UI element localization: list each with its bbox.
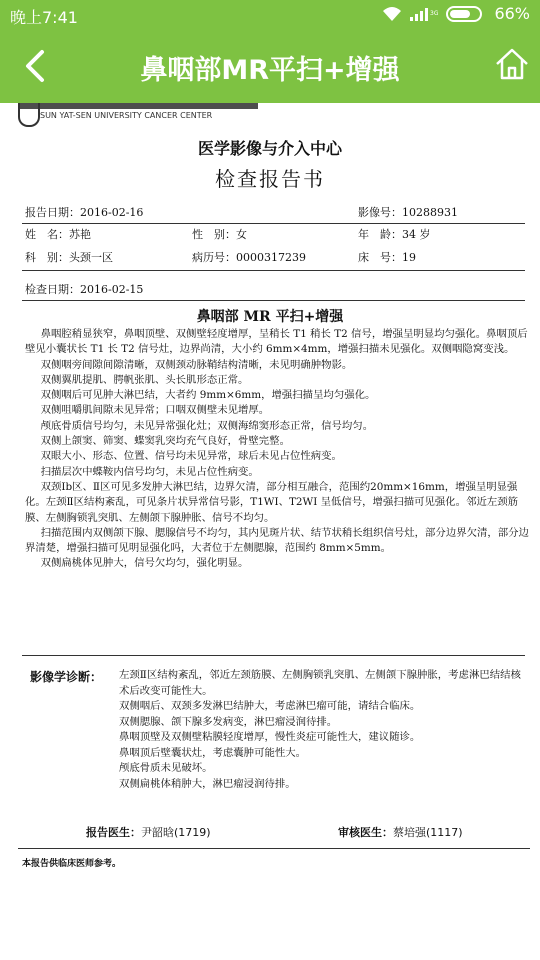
bed-number: 床 号：19 xyxy=(358,251,416,264)
status-icons xyxy=(382,4,530,23)
report-title: 检查报告书 xyxy=(215,167,325,191)
footer-note: 本报告供临床医师参考。 xyxy=(22,859,122,869)
divider xyxy=(22,223,525,224)
battery-level: 66% xyxy=(494,4,530,23)
finding-paragraph: 双颈Ⅰb区、Ⅱ区可见多发肿大淋巴结，边界欠清，部分相互融合，范围约20mm×16mm，增强呈明显强化。左颈Ⅱ区结构紊乱，可见条片状异常信号影，T1WI、T2WI 呈低信号，增强扫描可见强化。邻近左颈筋膜、左侧胸锁乳突肌、左侧颌下腺肿胀、信号不均匀。 xyxy=(25,480,519,524)
finding-paragraph: 颅底骨质信号均匀，未见异常强化灶；双侧海绵窦形态正常，信号均匀。 xyxy=(40,419,374,432)
diagnosis-label: 影像学诊断： xyxy=(30,670,103,684)
divider xyxy=(22,270,525,271)
divider xyxy=(18,848,530,849)
report-doctor-name: 尹韶晗(1719) xyxy=(141,826,211,839)
hospital-logo xyxy=(18,103,258,127)
diagnosis-section xyxy=(119,668,529,792)
diagnosis-item: 双侧咽后、双颈多发淋巴结肿大，考虑淋巴瘤可能，请结合临床。 xyxy=(119,700,421,712)
image-number: 影像号：10288931 xyxy=(358,206,458,219)
finding-paragraph: 双侧扁桃体见肿大，信号欠均匀，强化明显。 xyxy=(40,557,249,570)
finding-paragraph: 双侧上颌窦、筛窦、蝶窦乳突均充气良好，骨壁完整。 xyxy=(40,435,290,448)
signal-icon xyxy=(410,7,438,21)
diagnosis-item: 双侧腮腺、颌下腺多发病变，淋巴瘤浸润待排。 xyxy=(119,715,338,728)
logo-text: SUN YAT-SEN UNIVERSITY CANCER CENTER xyxy=(40,111,213,120)
wifi-icon xyxy=(382,6,402,22)
findings-section xyxy=(25,327,530,572)
report-doctor-label: 报告医生： xyxy=(86,826,141,839)
patient-sex: 性 别：女 xyxy=(192,228,247,241)
status-bar xyxy=(0,0,540,30)
finding-paragraph: 鼻咽腔稍显狭窄，鼻咽顶壁、双侧壁轻度增厚，呈稍长 T1 稍长 T2 信号，增强呈明显均匀强化。鼻咽顶后壁见小囊状长 T1 长 T2 信号灶，边界尚清，大小约 6mm×4mm，增强扫描未见强化。双侧咽隐窝变浅。 xyxy=(25,328,528,356)
department: 科 别：头颈一区 xyxy=(25,251,113,264)
status-time: 晚上7:41 xyxy=(10,8,78,27)
divider xyxy=(22,300,525,301)
center-name: 医学影像与介入中心 xyxy=(197,139,342,158)
app-bar xyxy=(0,30,540,103)
report-date: 报告日期：2016-02-16 xyxy=(25,206,144,219)
review-doctor-name: 蔡培强(1117) xyxy=(393,826,463,839)
review-doctor xyxy=(338,824,463,840)
report-doctor xyxy=(86,824,211,840)
report-document xyxy=(0,103,540,960)
diagnosis-item: 鼻咽顶后壁囊状灶，考虑囊肿可能性大。 xyxy=(119,746,307,759)
finding-paragraph: 双侧咽旁间隙间隙清晰，双侧颈动脉鞘结构清晰，未见明确肿物影。 xyxy=(40,358,353,371)
page-title: 鼻咽部MR平扫+增强 xyxy=(140,55,400,86)
finding-paragraph: 扫描范围内双侧颌下腺、腮腺信号不均匀，其内见斑片状、结节状稍长组织信号灶，部分边界欠清，部分边界清楚，增强扫描可见明显强化吗，大者位于左侧腮腺，范围约 8mm×5mm。 xyxy=(25,526,529,555)
finding-paragraph: 双侧咀嚼肌间隙未见异常；口咽双侧壁未见增厚。 xyxy=(40,404,270,417)
patient-age: 年 龄：34 岁 xyxy=(358,228,431,241)
finding-paragraph: 扫描层次中蝶鞍内信号均匀，未见占位性病变。 xyxy=(40,465,259,478)
record-number: 病历号：0000317239 xyxy=(192,251,306,264)
diagnosis-item: 鼻咽顶壁及双侧壁粘膜轻度增厚，慢性炎症可能性大，建议随诊。 xyxy=(119,731,421,743)
svg-text:3G: 3G xyxy=(430,9,439,17)
finding-paragraph: 双侧咽后可见肿大淋巴结，大者约 9mm×6mm，增强扫描呈均匀强化。 xyxy=(40,389,376,402)
exam-date: 检查日期：2016-02-15 xyxy=(25,283,144,296)
diagnosis-item: 颅底骨质未见破坏。 xyxy=(119,762,213,774)
finding-paragraph: 双眼大小、形态、位置、信号均未见异常，球后未见占位性病变。 xyxy=(40,450,342,463)
finding-paragraph: 双侧翼肌提肌、腭帆张肌、头长肌形态正常。 xyxy=(40,373,249,386)
review-doctor-label: 审核医生： xyxy=(338,826,393,839)
divider xyxy=(22,655,525,656)
diagnosis-item: 左颈Ⅱ区结构紊乱，邻近左颈筋膜、左侧胸锁乳突肌、左侧颌下腺肿胀，考虑淋巴结结核术后改变可能性大。 xyxy=(119,669,521,697)
battery-icon xyxy=(446,5,486,23)
patient-name: 姓 名：苏艳 xyxy=(25,228,91,241)
exam-title: 鼻咽部 MR 平扫+增强 xyxy=(196,309,344,325)
diagnosis-item: 双侧扁桃体稍肿大，淋巴瘤浸润待排。 xyxy=(119,777,296,790)
home-icon[interactable] xyxy=(494,46,530,82)
